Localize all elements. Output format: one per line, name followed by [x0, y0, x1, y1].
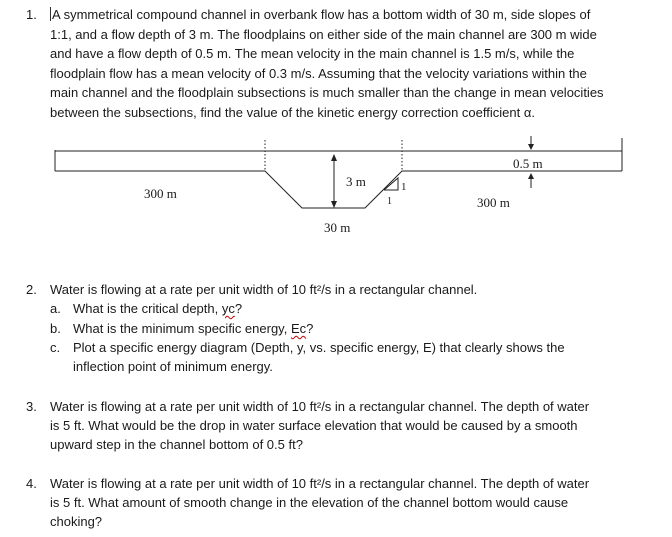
question-number: 2. — [26, 282, 37, 297]
sub-item-c: Plot a specific energy diagram (Depth, y, vs. specific energy, E) that clearly shows the — [73, 340, 565, 355]
slope-horizontal-label: 1 — [387, 196, 392, 207]
bottom-width-label: 30 m — [324, 220, 351, 235]
slope-vertical-label: 1 — [401, 181, 407, 193]
question-text-line: Water is flowing at a rate per unit width of 10 ft²/s in a rectangular channel. — [50, 282, 478, 297]
question-text-line: is 5 ft. What amount of smooth change in the elevation of the channel bottom would cause — [50, 495, 569, 510]
sub-item-letter: c. — [50, 340, 61, 355]
question-text-line: A symmetrical compound channel in overbank flow has a bottom width of 30 m, side slopes of — [52, 7, 591, 22]
floodplain-depth-label: 0.5 m — [513, 156, 543, 171]
question-text-line: and have a flow depth of 0.5 m. The mean velocity in the main channel is 1.5 m/s, while the — [50, 46, 575, 61]
main-channel-depth-label: 3 m — [346, 174, 366, 189]
arrowhead-up — [331, 154, 337, 161]
question-number: 1. — [26, 7, 37, 22]
question-text-line: Water is flowing at a rate per unit width of 10 ft²/s in a rectangular channel. The depth of water — [50, 476, 590, 491]
slope-triangle — [384, 178, 398, 190]
question-text-line: upward step in the channel bottom of 0.5 ft? — [50, 437, 303, 452]
arrowhead-down — [528, 144, 534, 150]
arrowhead-down — [331, 201, 337, 208]
question-text-line: 1:1, and a flow depth of 3 m. The floodplains on either side of the main channel are 300 m wide — [50, 27, 597, 42]
question-text-line: Water is flowing at a rate per unit width of 10 ft²/s in a rectangular channel. The depth of water — [50, 399, 590, 414]
text-cursor — [50, 7, 51, 21]
question-text-line: between the subsections, find the value of the kinetic energy correction coefficient α. — [50, 105, 535, 120]
sub-item-letter: b. — [50, 321, 61, 336]
sub-item-letter: a. — [50, 301, 61, 316]
left-floodplain-width-label: 300 m — [144, 186, 177, 201]
channel-cross-section-figure — [0, 128, 672, 248]
sub-item-a: What is the critical depth, yᴄ? — [73, 301, 243, 316]
right-floodplain-width-label: 300 m — [477, 195, 510, 210]
first-letter: A — [52, 7, 60, 22]
question-text-line: choking? — [50, 514, 103, 529]
sub-item-c-cont: inflection point of minimum energy. — [73, 359, 273, 374]
question-text-line: is 5 ft. What would be the drop in water surface elevation that would be caused by a smooth — [50, 418, 578, 433]
question-text-line: main channel and the floodplain subsections is much smaller than the change in mean velocities — [50, 85, 604, 100]
question-number: 4. — [26, 476, 37, 491]
arrowhead-up — [528, 173, 534, 179]
channel-bed-profile — [55, 171, 622, 208]
variable-min-energy: Eᴄ — [290, 321, 307, 336]
question-number: 3. — [26, 399, 37, 414]
sub-item-b: What is the minimum specific energy, Eᴄ? — [73, 321, 314, 336]
question-text-line: floodplain flow has a mean velocity of 0.3 m/s. Assuming that the velocity variations within the — [50, 66, 587, 81]
variable-critical-depth: yᴄ — [221, 301, 235, 316]
